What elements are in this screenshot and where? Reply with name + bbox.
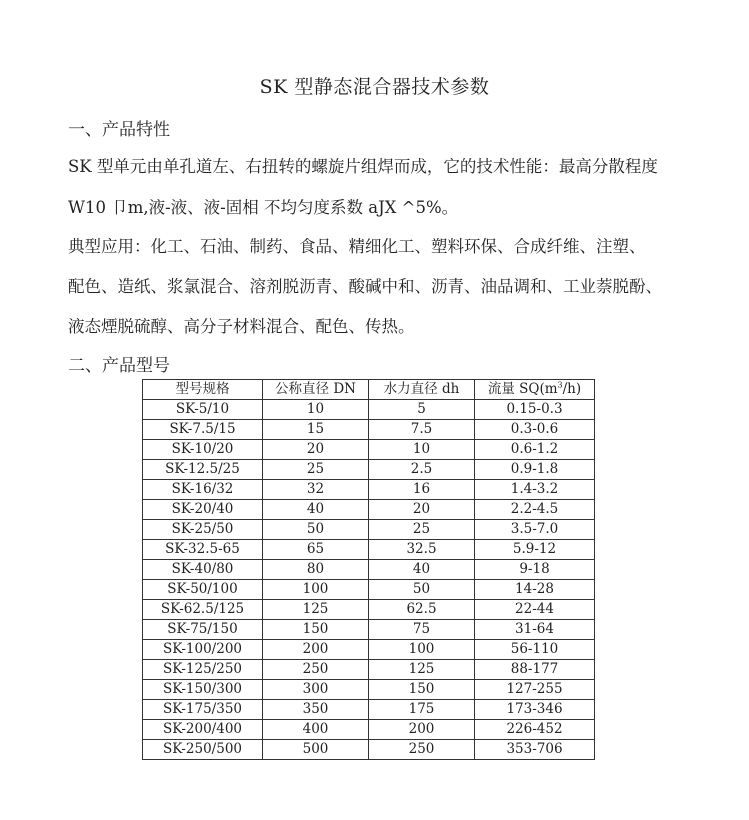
cell-model: SK-7.5/15 <box>143 420 263 440</box>
table-row <box>143 560 595 580</box>
cell-flow: 1.4-3.2 <box>475 480 595 500</box>
paragraph-line: W10 卩m,液-液、液-固相 不均匀度系数 aJX ^5%。 <box>68 198 459 217</box>
cell-model: SK-5/10 <box>143 400 263 420</box>
cell-flow: 2.2-4.5 <box>475 500 595 520</box>
cell-dh: 100 <box>369 640 475 660</box>
cell-dh: 150 <box>369 680 475 700</box>
cell-dh: 40 <box>369 560 475 580</box>
cell-flow: 14-28 <box>475 580 595 600</box>
cell-model: SK-10/20 <box>143 440 263 460</box>
cell-dn: 20 <box>263 440 369 460</box>
cell-dn: 500 <box>263 740 369 760</box>
section-heading-features: 一、产品特性 <box>68 120 170 140</box>
cell-model: SK-20/40 <box>143 500 263 520</box>
table-row <box>143 700 595 720</box>
cell-model: SK-75/150 <box>143 620 263 640</box>
table-row <box>143 540 595 560</box>
cell-model: SK-125/250 <box>143 660 263 680</box>
cell-flow: 31-64 <box>475 620 595 640</box>
cell-flow: 353-706 <box>475 740 595 760</box>
table-row <box>143 680 595 700</box>
cell-dn: 250 <box>263 660 369 680</box>
paragraph-line: 液态煙脱硫醇、高分子材料混合、配色、传热。 <box>68 317 415 336</box>
cell-dn: 400 <box>263 720 369 740</box>
table-row <box>143 660 595 680</box>
flow-header-superscript: 3 <box>557 380 563 390</box>
cell-dh: 7.5 <box>369 420 475 440</box>
cell-dh: 175 <box>369 700 475 720</box>
flow-header-unit: /h) <box>562 381 582 397</box>
table-row <box>143 580 595 600</box>
cell-flow: 5.9-12 <box>475 540 595 560</box>
cell-model: SK-175/350 <box>143 700 263 720</box>
table-row <box>143 640 595 660</box>
table-row <box>143 600 595 620</box>
table-row <box>143 740 595 760</box>
table-row <box>143 620 595 640</box>
paragraph-line: 配色、造纸、浆氯混合、溶剂脱沥青、酸碱中和、沥青、油品调和、工业萘脱酚、 <box>68 277 662 296</box>
cell-flow: 56-110 <box>475 640 595 660</box>
flow-header-text: 流量 SQ(m <box>487 381 558 397</box>
cell-flow: 9-18 <box>475 560 595 580</box>
cell-flow: 88-177 <box>475 660 595 680</box>
cell-dh: 75 <box>369 620 475 640</box>
cell-dn: 40 <box>263 500 369 520</box>
cell-dh: 200 <box>369 720 475 740</box>
cell-model: SK-25/50 <box>143 520 263 540</box>
cell-dn: 80 <box>263 560 369 580</box>
cell-dn: 15 <box>263 420 369 440</box>
column-header-model: 型号规格 <box>143 380 263 400</box>
cell-dh: 62.5 <box>369 600 475 620</box>
cell-dh: 25 <box>369 520 475 540</box>
cell-dh: 5 <box>369 400 475 420</box>
table-row <box>143 440 595 460</box>
spec-table <box>142 379 595 760</box>
cell-dh: 32.5 <box>369 540 475 560</box>
cell-model: SK-150/300 <box>143 680 263 700</box>
paragraph-line: SK 型单元由单孔道左、右扭转的螺旋片组焊而成，它的技术性能：最高分散程度 <box>68 157 658 176</box>
cell-dn: 65 <box>263 540 369 560</box>
cell-flow: 127-255 <box>475 680 595 700</box>
table-row <box>143 500 595 520</box>
cell-flow: 173-346 <box>475 700 595 720</box>
cell-model: SK-12.5/25 <box>143 460 263 480</box>
section-heading-models: 二、产品型号 <box>68 356 170 376</box>
cell-dh: 2.5 <box>369 460 475 480</box>
cell-dn: 150 <box>263 620 369 640</box>
column-header-flow <box>475 380 595 400</box>
cell-model: SK-32.5-65 <box>143 540 263 560</box>
cell-flow: 0.15-0.3 <box>475 400 595 420</box>
cell-flow: 0.9-1.8 <box>475 460 595 480</box>
column-header-nominal-diameter: 公称直径 DN <box>263 380 369 400</box>
page-title: SK 型静态混合器技术参数 <box>259 76 490 98</box>
cell-dh: 250 <box>369 740 475 760</box>
cell-dn: 350 <box>263 700 369 720</box>
table-row <box>143 400 595 420</box>
column-header-hydraulic-diameter: 水力直径 dh <box>369 380 475 400</box>
table-row <box>143 420 595 440</box>
cell-dn: 25 <box>263 460 369 480</box>
cell-flow: 0.3-0.6 <box>475 420 595 440</box>
table-row <box>143 720 595 740</box>
cell-dh: 10 <box>369 440 475 460</box>
table-row <box>143 480 595 500</box>
cell-dn: 200 <box>263 640 369 660</box>
cell-model: SK-16/32 <box>143 480 263 500</box>
cell-dn: 300 <box>263 680 369 700</box>
table-body <box>143 400 595 760</box>
cell-flow: 22-44 <box>475 600 595 620</box>
cell-model: SK-40/80 <box>143 560 263 580</box>
table-row <box>143 520 595 540</box>
cell-dn: 32 <box>263 480 369 500</box>
cell-flow: 3.5-7.0 <box>475 520 595 540</box>
cell-model: SK-62.5/125 <box>143 600 263 620</box>
paragraph-line: 典型应用：化工、石油、制药、食品、精细化工、塑料环保、合成纤维、注塑、 <box>68 237 646 256</box>
cell-model: SK-50/100 <box>143 580 263 600</box>
cell-dn: 10 <box>263 400 369 420</box>
cell-dn: 50 <box>263 520 369 540</box>
cell-dh: 50 <box>369 580 475 600</box>
table-header-row <box>143 380 595 400</box>
cell-model: SK-100/200 <box>143 640 263 660</box>
cell-model: SK-200/400 <box>143 720 263 740</box>
cell-flow: 226-452 <box>475 720 595 740</box>
cell-dh: 125 <box>369 660 475 680</box>
cell-dn: 125 <box>263 600 369 620</box>
cell-dh: 20 <box>369 500 475 520</box>
cell-flow: 0.6-1.2 <box>475 440 595 460</box>
cell-dn: 100 <box>263 580 369 600</box>
table-row <box>143 460 595 480</box>
cell-model: SK-250/500 <box>143 740 263 760</box>
cell-dh: 16 <box>369 480 475 500</box>
